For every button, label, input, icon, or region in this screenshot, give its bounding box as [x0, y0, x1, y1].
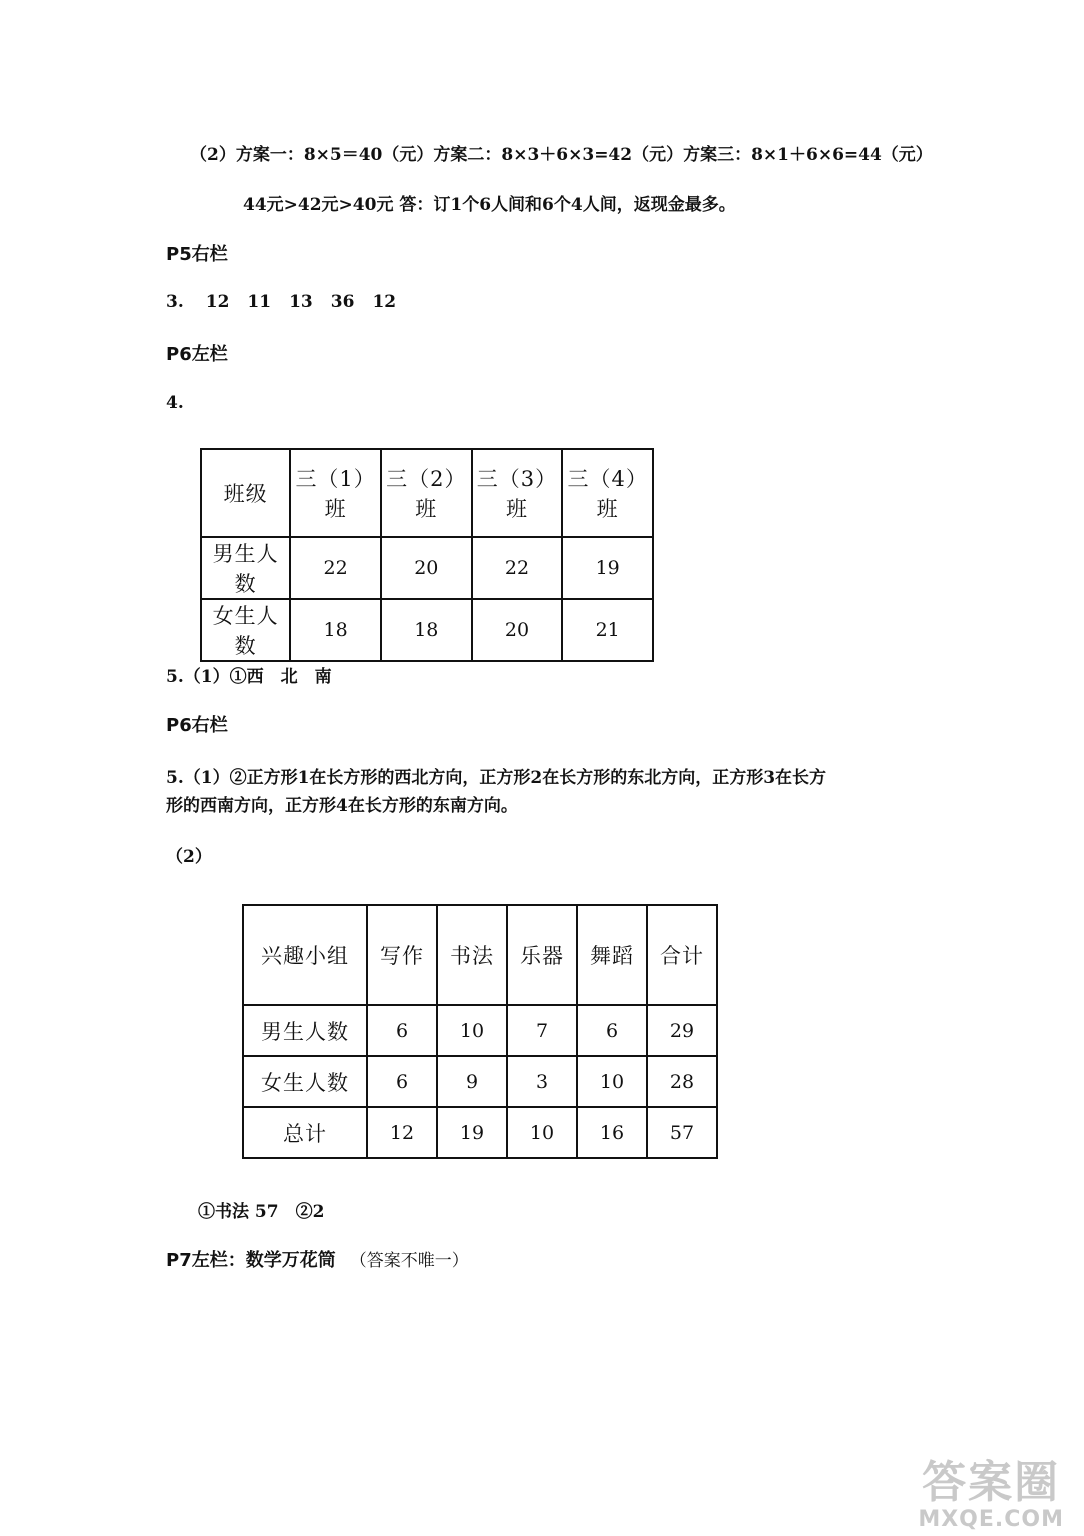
table-cell: 20	[381, 537, 472, 599]
table-cell: 20	[472, 599, 563, 661]
row-label: 男生人数	[201, 537, 290, 599]
row-label: 女生人数	[243, 1056, 367, 1107]
table-cell: 19	[562, 537, 653, 599]
q5-1-line: 5.（1）①西 北 南	[166, 667, 332, 687]
row-label: 女生人数	[201, 599, 290, 661]
table-cell: 21	[562, 599, 653, 661]
q-2-label: （2）	[166, 847, 212, 867]
table-cell: 10	[437, 1005, 507, 1056]
header-cell: 舞蹈	[577, 905, 647, 1005]
q3-value: 36	[330, 292, 355, 312]
header-cell: 三（3）班	[472, 449, 563, 537]
class-table	[200, 448, 654, 662]
plan-line: （2）方案一：8×5＝40（元）方案二：8×3＋6×3=42（元）方案三：8×1＋6×6=44（元）	[190, 145, 933, 165]
table-cell: 6	[367, 1005, 437, 1056]
table-header-row	[243, 905, 717, 1005]
header-cell: 书法	[437, 905, 507, 1005]
table-cell: 10	[507, 1107, 577, 1158]
header-cell: 三（4）班	[562, 449, 653, 537]
table-cell: 18	[381, 599, 472, 661]
header-cell: 班级	[201, 449, 290, 537]
q3-line	[166, 292, 414, 312]
row-label: 男生人数	[243, 1005, 367, 1056]
heading-p7: P7左栏：数学万花筒	[166, 1250, 336, 1271]
table-cell: 22	[290, 537, 381, 599]
row-label: 总计	[243, 1107, 367, 1158]
table-cell: 28	[647, 1056, 717, 1107]
interest-group-table	[242, 904, 718, 1159]
watermark	[918, 1459, 1064, 1532]
table-cell: 9	[437, 1056, 507, 1107]
table-cell: 6	[577, 1005, 647, 1056]
answer-line: 44元>42元>40元 答：订1个6人间和6个4人间，返现金最多。	[243, 195, 736, 215]
header-cell: 乐器	[507, 905, 577, 1005]
table-header-row	[201, 449, 653, 537]
p7-note: （答案不唯一）	[349, 1251, 469, 1271]
heading-p5-right: P5右栏	[166, 244, 228, 265]
table-row	[201, 537, 653, 599]
q3-label: 3.	[166, 292, 184, 312]
table-row	[243, 1107, 717, 1158]
header-cell: 三（1）班	[290, 449, 381, 537]
table-cell: 6	[367, 1056, 437, 1107]
heading-p6-left: P6左栏	[166, 344, 228, 365]
heading-p6-right: P6右栏	[166, 715, 228, 736]
header-cell: 三（2）班	[381, 449, 472, 537]
table-cell: 16	[577, 1107, 647, 1158]
table-cell: 7	[507, 1005, 577, 1056]
table-row	[243, 1005, 717, 1056]
table-cell: 10	[577, 1056, 647, 1107]
watermark-url: MXQE.COM	[918, 1507, 1064, 1532]
after-table-line: ①书法 57 ②2	[198, 1202, 325, 1222]
table-cell: 19	[437, 1107, 507, 1158]
table-cell: 12	[367, 1107, 437, 1158]
table-cell: 29	[647, 1005, 717, 1056]
watermark-logo-text: 答案圈	[922, 1457, 1061, 1508]
table-row	[201, 599, 653, 661]
header-cell: 合计	[647, 905, 717, 1005]
header-cell: 写作	[367, 905, 437, 1005]
p7-line	[166, 1246, 469, 1272]
table-row	[243, 1056, 717, 1107]
table-cell: 3	[507, 1056, 577, 1107]
q3-value: 13	[289, 292, 313, 312]
q3-value: 12	[205, 292, 230, 312]
q5-2-line-b: 形的西南方向，正方形4在长方形的东南方向。	[166, 796, 518, 816]
table-cell: 18	[290, 599, 381, 661]
table-cell: 22	[472, 537, 563, 599]
header-cell: 兴趣小组	[243, 905, 367, 1005]
q3-value: 12	[372, 292, 397, 312]
q4-label: 4.	[166, 393, 184, 413]
q3-value: 11	[247, 292, 272, 312]
table-cell: 57	[647, 1107, 717, 1158]
q5-2-line-a: 5.（1）②正方形1在长方形的西北方向，正方形2在长方形的东北方向，正方形3在长方	[166, 768, 827, 788]
